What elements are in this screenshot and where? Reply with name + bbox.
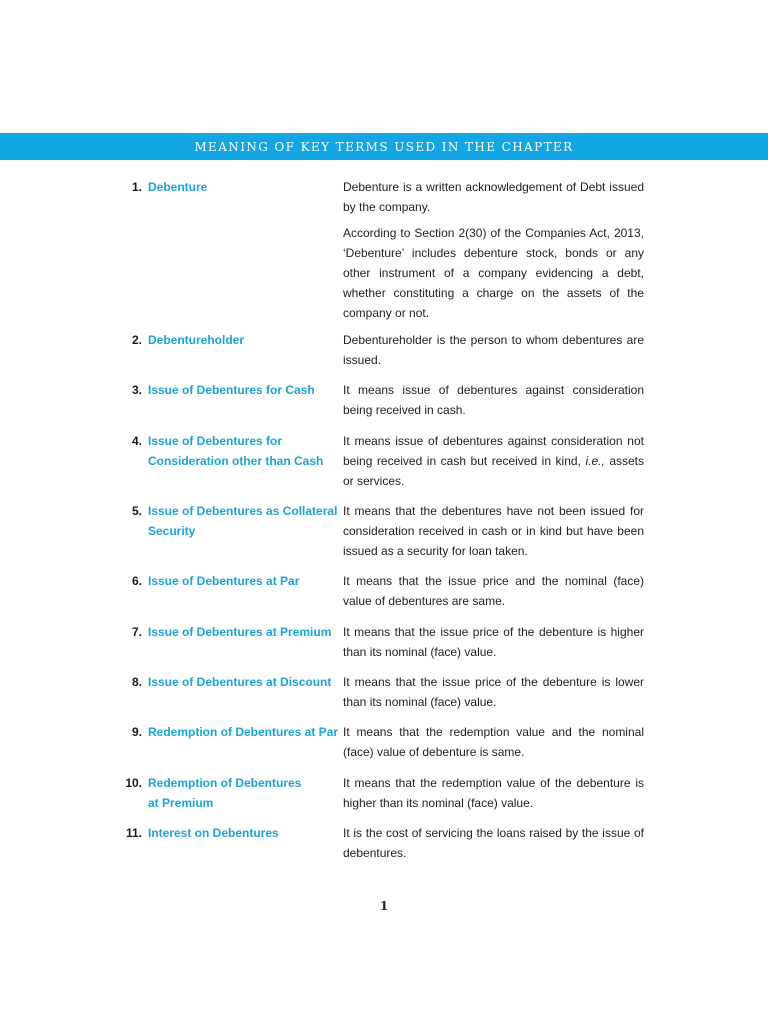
term-name: Issue of Debentures at Premium (148, 625, 332, 639)
term-name: Issue of Debentures for Consideration other than Cash (148, 434, 324, 468)
term-number: 4. (131, 434, 142, 448)
term-definition (343, 672, 644, 712)
term-name: Debentureholder (148, 333, 245, 347)
term-definition-paragraph: It means that the debentures have not been issued for consideration received in cash or in kind but have been issued as a security for loan taken. (343, 504, 644, 558)
term-definition-paragraph: It means that the issue price of the debenture is lower than its nominal (face) value. (343, 675, 644, 709)
term-name: Issue of Debentures at Par (148, 574, 300, 588)
term-definition (343, 622, 644, 662)
term-definition-paragraph: It means issue of debentures against consideration not being received in cash but received in kind, i.e., assets or services. (343, 434, 644, 488)
term-name: Issue of Debentures for Cash (148, 383, 315, 397)
term-definition-paragraph: It is the cost of servicing the loans raised by the issue of debentures. (343, 826, 644, 860)
term-definition (343, 773, 644, 813)
term-definition-paragraph: It means that the issue price of the debenture is higher than its nominal (face) value. (343, 625, 644, 659)
term-definition (343, 330, 644, 370)
term-number: 1. (131, 180, 142, 194)
term-number: 2. (131, 333, 142, 347)
term-definition (343, 823, 644, 863)
term-definition-paragraph: It means that the redemption value of the debenture is higher than its nominal (face) value. (343, 776, 644, 810)
term-definition (343, 177, 644, 323)
term-name: Issue of Debentures at Discount (148, 675, 332, 689)
term-name: Interest on Debentures (148, 826, 279, 840)
term-number: 9. (131, 725, 142, 739)
term-definition (343, 722, 644, 762)
term-definition-paragraph: It means issue of debentures against consideration being received in cash. (343, 383, 644, 417)
term-number: 3. (131, 383, 142, 397)
term-definition (343, 380, 644, 420)
term-number: 10. (125, 776, 142, 790)
term-definition-paragraph: Debenture is a written acknowledgement of Debt issued by the company. (343, 180, 644, 214)
term-name: Redemption of Debentures at Premium (148, 776, 302, 810)
term-definition-paragraph: Debentureholder is the person to whom debentures are issued. (343, 333, 644, 367)
term-definition (343, 501, 644, 561)
term-number: 6. (131, 574, 142, 588)
term-number: 8. (131, 675, 142, 689)
term-definition-paragraph: It means that the issue price and the nominal (face) value of debentures are same. (343, 574, 644, 608)
term-definition-paragraph: According to Section 2(30) of the Companies Act, 2013, ‘Debenture’ includes debenture stock, bonds or any other instrument of a company evidencing a debt, whether constituting a charge on the assets of the company or not. (343, 226, 644, 320)
emphasis: i.e., (585, 454, 605, 468)
term-definition (343, 431, 644, 491)
term-name: Issue of Debentures as Collateral Security (148, 504, 338, 538)
term-number: 7. (131, 625, 142, 639)
term-definition (343, 571, 644, 611)
term-number: 11. (125, 826, 142, 840)
term-name: Redemption of Debentures at Par (148, 725, 339, 739)
banner-title: MEANING OF KEY TERMS USED IN THE CHAPTER (194, 139, 574, 154)
term-definition-paragraph: It means that the redemption value and the nominal (face) value of debenture is same. (343, 725, 644, 759)
term-number: 5. (131, 504, 142, 518)
page-number: 1 (379, 899, 389, 913)
term-name: Debenture (148, 180, 208, 194)
